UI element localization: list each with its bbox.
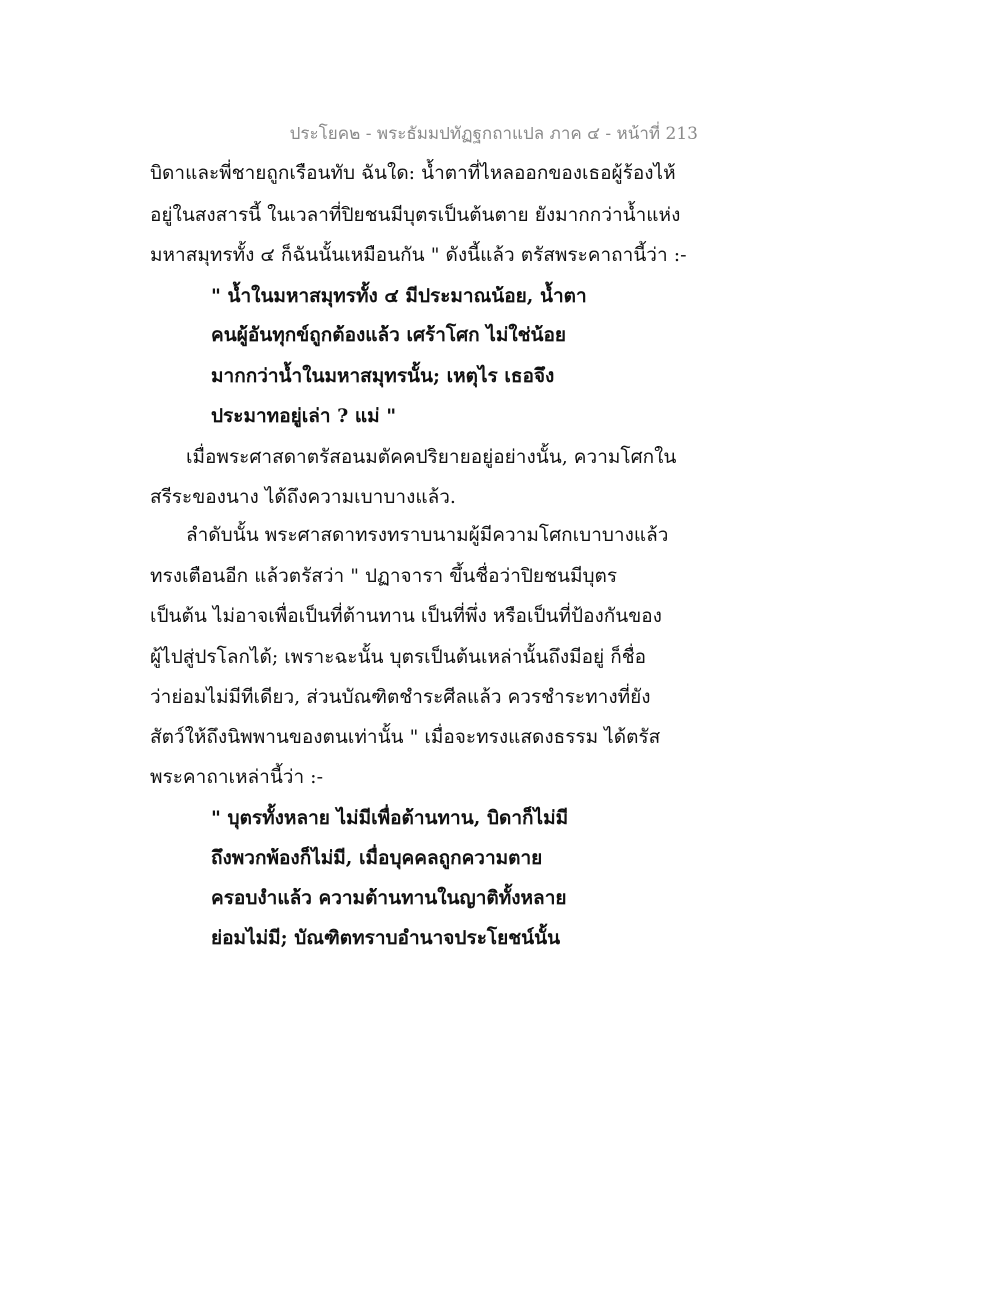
paragraph-line: ว่าย่อมไม่มีทีเดียว, ส่วนบัณฑิตชำระศีลแล้ว ควรชำระทางที่ยัง — [150, 686, 651, 708]
paragraph-line: สัตว์ให้ถึงนิพพานของตนเท่านั้น " เมื่อจะทรงแสดงธรรม ได้ตรัส — [150, 726, 661, 748]
paragraph-line: เมื่อพระศาสดาตรัสอนมตัคคปริยายอยู่อย่างนั้น, ความโศกใน — [186, 446, 677, 468]
paragraph-line: เป็นต้น ไม่อาจเพื่อเป็นที่ต้านทาน เป็นที่พึ่ง หรือเป็นที่ป้องกันของ — [150, 605, 662, 627]
paragraph-line: บิดาและพี่ชายถูกเรือนทับ ฉันใด: น้ำตาที่ไหลออกของเธอผู้ร้องไห้ — [150, 162, 676, 184]
verse-line: ประมาทอยู่เล่า ? แม่ " — [211, 405, 397, 427]
verse-line: " น้ำในมหาสมุทรทั้ง ๔ มีประมาณน้อย, น้ำตา — [211, 285, 587, 307]
verse-line: ถึงพวกพ้องก็ไม่มี, เมื่อบุคคลถูกความตาย — [211, 847, 543, 869]
verse-line: มากกว่าน้ำในมหาสมุทรนั้น; เหตุไร เธอจึง — [211, 365, 555, 387]
verse-line: " บุตรทั้งหลาย ไม่มีเพื่อต้านทาน, บิดาก็ไม่มี — [211, 807, 569, 829]
verse-line: ย่อมไม่มี; บัณฑิตทราบอำนาจประโยชน์นั้น — [211, 927, 561, 949]
verse-line: คนผู้อันทุกข์ถูกต้องแล้ว เศร้าโศก ไม่ใช่น้อย — [211, 324, 567, 346]
paragraph-line: อยู่ในสงสารนี้ ในเวลาที่ปิยชนมีบุตรเป็นต้นตาย ยังมากกว่าน้ำแห่ง — [150, 204, 681, 226]
paragraph-line: ทรงเตือนอีก แล้วตรัสว่า " ปฏาจารา ขึ้นชื่อว่าปิยชนมีบุตร — [150, 565, 618, 587]
paragraph-line: ลำดับนั้น พระศาสดาทรงทราบนามผู้มีความโศกเบาบางแล้ว — [186, 524, 669, 546]
paragraph-line: ผู้ไปสู่ปรโลกได้; เพราะฉะนั้น บุตรเป็นต้นเหล่านั้นถึงมีอยู่ ก็ชื่อ — [150, 646, 647, 668]
paragraph-line: พระคาถาเหล่านี้ว่า :- — [150, 766, 324, 788]
paragraph-line: สรีระของนาง ได้ถึงความเบาบางแล้ว. — [150, 486, 456, 508]
verse-line: ครอบงำแล้ว ความต้านทานในญาติทั้งหลาย — [211, 887, 567, 909]
running-header: ประโยค๒ - พระธัมมปทัฏฐกถาแปล ภาค ๔ - หน้าที่ 213 — [289, 124, 698, 144]
paragraph-line: มหาสมุทรทั้ง ๔ ก็ฉันนั้นเหมือนกัน " ดังนี้แล้ว ตรัสพระคาถานี้ว่า :- — [150, 244, 687, 266]
